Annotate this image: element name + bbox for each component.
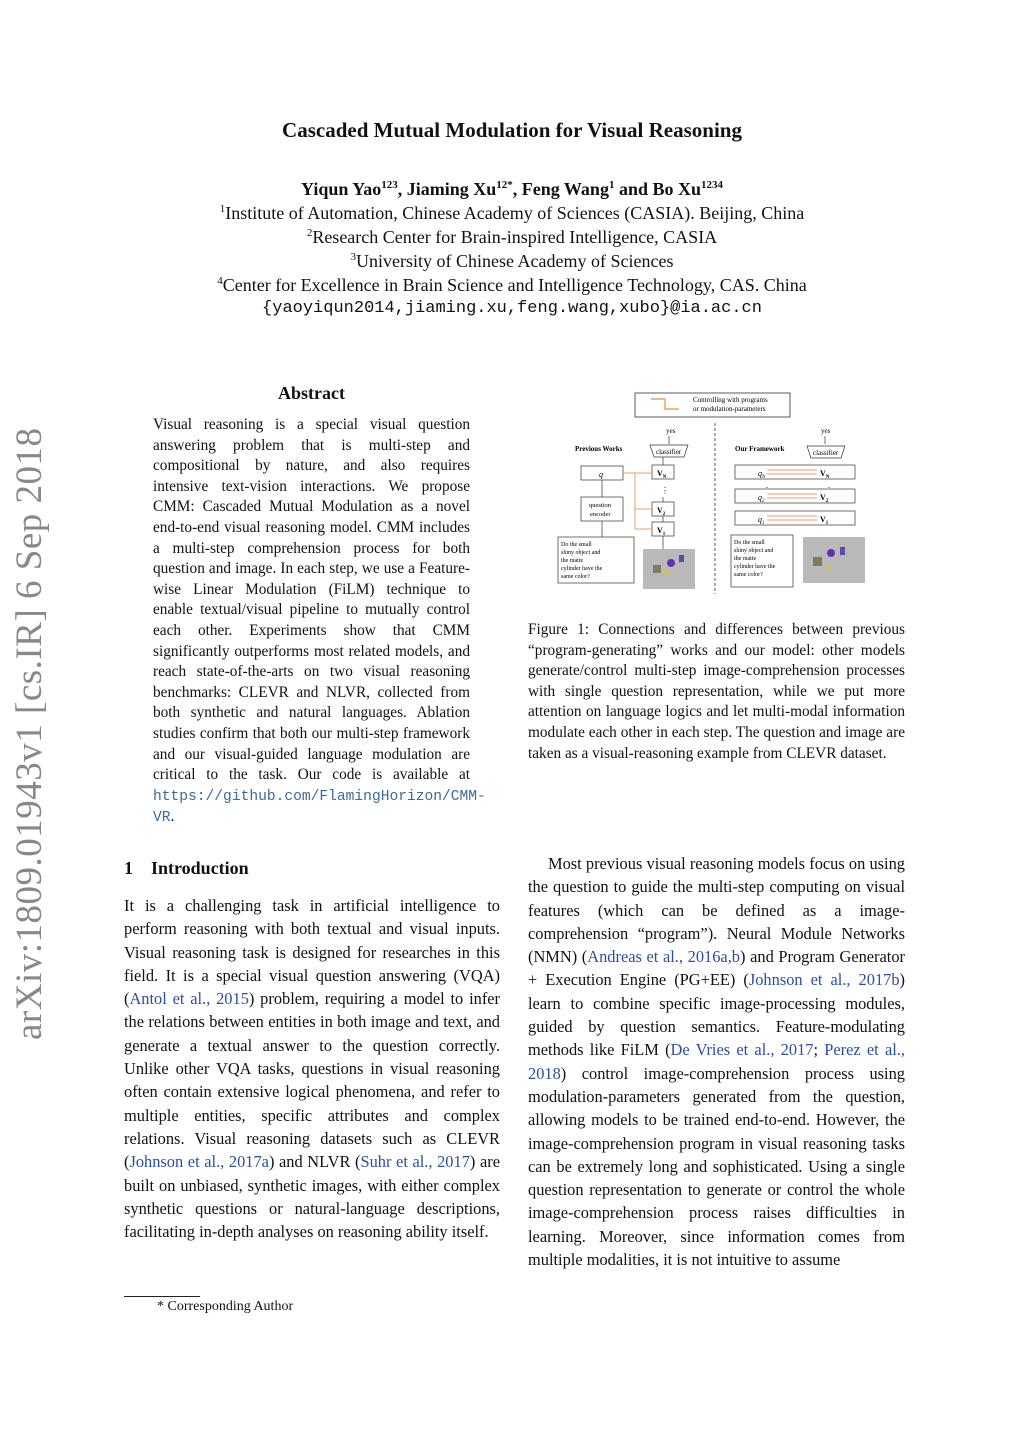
affiliation-4-text: Center for Excellence in Brain Science and Intelligence Technology, CAS. China bbox=[222, 275, 807, 295]
v2-right-main: V bbox=[820, 493, 826, 502]
author-1-sup: 123 bbox=[381, 179, 398, 191]
affiliation-4-sup: 4 bbox=[217, 275, 223, 287]
figure-1-diagram bbox=[555, 389, 875, 601]
section-number: 1 bbox=[124, 858, 133, 878]
scene-object-4-left bbox=[665, 571, 670, 576]
v1-left-main: V bbox=[657, 526, 663, 535]
affiliation-2-text: Research Center for Brain-inspired Intelligence, CASIA bbox=[312, 227, 718, 247]
citation-separator: ; bbox=[813, 1040, 825, 1060]
v1-left-sub: 1 bbox=[662, 532, 666, 537]
scene-object-2-left bbox=[667, 559, 675, 567]
v1-right-sub: 1 bbox=[825, 521, 829, 526]
qn-main: q bbox=[758, 469, 762, 478]
scene-object-2-right bbox=[827, 549, 835, 557]
question-line-5-right: same color? bbox=[734, 572, 763, 578]
step-2-row bbox=[735, 489, 855, 503]
q2-main: q bbox=[758, 493, 762, 502]
classifier-label-right: classifier bbox=[813, 449, 839, 457]
code-link[interactable]: https://github.com/FlamingHorizon/CMM-VR bbox=[153, 788, 486, 827]
q1-main: q bbox=[758, 515, 762, 524]
question-line-3-right: the matte bbox=[734, 556, 757, 562]
citation-suhr[interactable]: Suhr et al., 2017 bbox=[360, 1152, 470, 1172]
intro-p1-text-a: It is a challenging task in artificial intelligence to perform reasoning with both textual and visual inputs. Visual reasoning task is designed for researches in this field. It is a special visual question answering (VQA) ( bbox=[124, 896, 500, 1009]
classifier-label-left: classifier bbox=[656, 448, 682, 456]
affiliation-1-text: Institute of Automation, Chinese Academy of Sciences (CASIA). Beijing, China bbox=[225, 203, 805, 223]
affiliation-2-sup: 2 bbox=[306, 227, 313, 239]
encoder-label-1: question bbox=[589, 502, 612, 509]
paper-title: Cascaded Mutual Modulation for Visual Reasoning bbox=[282, 118, 742, 142]
v2-left-sub: 2 bbox=[662, 512, 666, 517]
citation-johnson-2017b[interactable]: Johnson et al., 2017b bbox=[748, 970, 900, 990]
q1-sub: 1 bbox=[762, 521, 765, 526]
intro-p2-text-a: Most previous visual reasoning models focus on using the question to guide the multi-step computing on visual features (which can be defined as a image-comprehension “program”). Neural Module Networks (NMN) ( bbox=[528, 854, 905, 967]
author-list bbox=[0, 179, 1024, 200]
previous-works-title: Previous Works bbox=[575, 445, 623, 453]
author-3: , Feng Wang bbox=[512, 179, 609, 199]
scene-object-1-right bbox=[813, 557, 822, 566]
citation-andreas[interactable]: Andreas et al., 2016a,b bbox=[587, 947, 740, 967]
question-line-2-left: shiny object and bbox=[561, 550, 601, 556]
author-4-sup: 1234 bbox=[700, 179, 723, 191]
affiliation-4 bbox=[0, 275, 1024, 296]
affiliation-3-sup: 3 bbox=[350, 251, 357, 263]
arxiv-stamp: arXiv:1809.01943v1 [cs.IR] 6 Sep 2018 bbox=[9, 427, 50, 1040]
vn-right-sub: N bbox=[825, 475, 830, 480]
section-title: Introduction bbox=[151, 858, 249, 878]
intro-p2-text-c: ) learn to combine specific image-processing modules, guided by question semantics. Feature-modulating methods like FiLM ( bbox=[528, 970, 905, 1060]
affiliation-3 bbox=[0, 251, 1024, 272]
legend-line-1: Controlling with programs bbox=[693, 396, 768, 404]
intro-p2-text-d: ) control image-comprehension process using modulation-parameters generated from the question, allowing models to be trained end-to-end. However, the image-comprehension program in visual reasoning tasks can be extremely long and sophisticated. Using a single question representation to generate or control the whole image-comprehension process raises difficulties in learning. Moreover, since information comes from multiple modalities, it is not intuitive to assume bbox=[528, 1063, 905, 1270]
intro-paragraph-1 bbox=[124, 894, 500, 1243]
scene-object-3-left bbox=[679, 555, 684, 562]
q2-sub: 2 bbox=[762, 499, 765, 504]
clevr-scene-right bbox=[803, 537, 865, 583]
affiliation-3-text: University of Chinese Academy of Sciences bbox=[356, 251, 674, 271]
figure-1-caption: Figure 1: Connections and differences between previous “program-generating” works and our model: other models generate/control multi-step image-comprehension processes with single question representation, while we put more attention on language logics and let multi-modal information modulate each other in each step. The question and image are taken as a visual-reasoning example from CLEVR dataset. bbox=[528, 621, 905, 762]
our-framework-title: Our Framework bbox=[735, 445, 785, 453]
question-line-4-right: cylinder have the bbox=[734, 564, 776, 570]
scene-object-1-left bbox=[653, 565, 661, 573]
ellipsis-left: ⋮ bbox=[661, 486, 669, 495]
step-1-row bbox=[735, 511, 855, 525]
abstract-body bbox=[153, 415, 486, 829]
abstract-end: . bbox=[170, 808, 175, 826]
question-line-5-left: same color? bbox=[561, 574, 590, 580]
intro-p1-text-c: ) and NLVR ( bbox=[268, 1152, 361, 1172]
vn-left-main: V bbox=[657, 469, 663, 478]
author-2: , Jiaming Xu bbox=[397, 179, 497, 199]
author-4: and Bo Xu bbox=[614, 179, 701, 199]
citation-antol[interactable]: Antol et al., 2015 bbox=[129, 989, 249, 1009]
scene-object-4-right bbox=[827, 565, 832, 570]
abstract-heading: Abstract bbox=[278, 383, 345, 403]
question-line-3-left: the matte bbox=[561, 558, 584, 564]
v2-right-sub: 2 bbox=[825, 499, 829, 504]
footnote-rule bbox=[124, 1296, 200, 1297]
intro-p1-text-b: ) problem, requiring a model to infer the relations between entities in both image and text, and generate a textual answer to the question correctly. Unlike other VQA tasks, questions in visual reasoning often contain extensive logical phenomena, and refer to multiple entities, specific attributes and complex relations. Visual reasoning datasets such as CLEVR ( bbox=[124, 989, 501, 1172]
v2-left-main: V bbox=[657, 506, 663, 515]
v1-right-main: V bbox=[820, 515, 826, 524]
citation-devries[interactable]: De Vries et al., 2017 bbox=[670, 1040, 814, 1060]
author-emails: {yaoyiqun2014,jiaming.xu,feng.wang,xubo}@ia.ac.cn bbox=[262, 299, 762, 318]
scene-object-3-right bbox=[840, 547, 845, 555]
legend-line-2: or modulation-parameters bbox=[693, 405, 766, 413]
question-line-1-right: Do the small bbox=[734, 540, 765, 546]
intro-p2-text-b: ) and Program Generator + Execution Engine (PG+EE) ( bbox=[528, 947, 905, 990]
encoder-label-2: encoder bbox=[590, 511, 611, 518]
yes-label-right: yes bbox=[821, 427, 831, 435]
question-line-4-left: cylinder have the bbox=[561, 566, 603, 572]
qn-sub: N bbox=[762, 475, 766, 480]
q-label-left: q bbox=[599, 470, 603, 479]
clevr-scene-left bbox=[643, 549, 695, 589]
affiliation-1 bbox=[0, 203, 1024, 224]
section-heading-introduction bbox=[124, 858, 249, 879]
question-line-1-left: Do the small bbox=[561, 542, 592, 548]
step-n-row bbox=[735, 465, 855, 479]
yes-label-left: yes bbox=[666, 427, 676, 435]
footnote: * Corresponding Author bbox=[157, 1299, 294, 1314]
intro-p1-text-d: ) are built on unbiased, synthetic images, with either complex synthetic questions or natural-language descriptions, facilitating in-depth analyses on reasoning ability itself. bbox=[124, 1152, 500, 1242]
affiliation-1-sup: 1 bbox=[219, 203, 226, 215]
abstract-text: Visual reasoning is a special visual question answering problem that is multi-step and compositional by nature, and also requires intensive text-vision interactions. We propose CMM: Cascaded Mutual Modulation as a novel end-to-end visual reasoning model. CMM includes a multi-step comprehension process for both question and image. In each step, we use a Feature-wise Linear Modulation (FiLM) technique to enable textual/visual pipeline to mutually control each other. Experiments show that CMM significantly outperforms most related models, and reach state-of-the-arts on two visual reasoning benchmarks: CLEVR and NLVR, collected from both synthetic and natural languages. Ablation studies confirm that both our multi-step framework and our visual-guided language modulation are critical to the task. Our code is available at bbox=[153, 416, 470, 784]
vn-right-main: V bbox=[820, 469, 826, 478]
left-control-line bbox=[623, 473, 652, 529]
author-3-sup: 1 bbox=[608, 179, 615, 191]
intro-paragraph-2 bbox=[528, 852, 905, 1271]
author-1: Yiqun Yao bbox=[301, 179, 382, 199]
affiliation-2 bbox=[0, 227, 1024, 248]
question-line-2-right: shiny object and bbox=[734, 548, 774, 554]
vn-left-sub: N bbox=[662, 475, 667, 480]
author-2-sup: 12* bbox=[496, 179, 513, 191]
citation-perez[interactable]: Perez et al., 2018 bbox=[528, 1040, 905, 1083]
citation-johnson-2017a[interactable]: Johnson et al., 2017a bbox=[129, 1152, 269, 1172]
